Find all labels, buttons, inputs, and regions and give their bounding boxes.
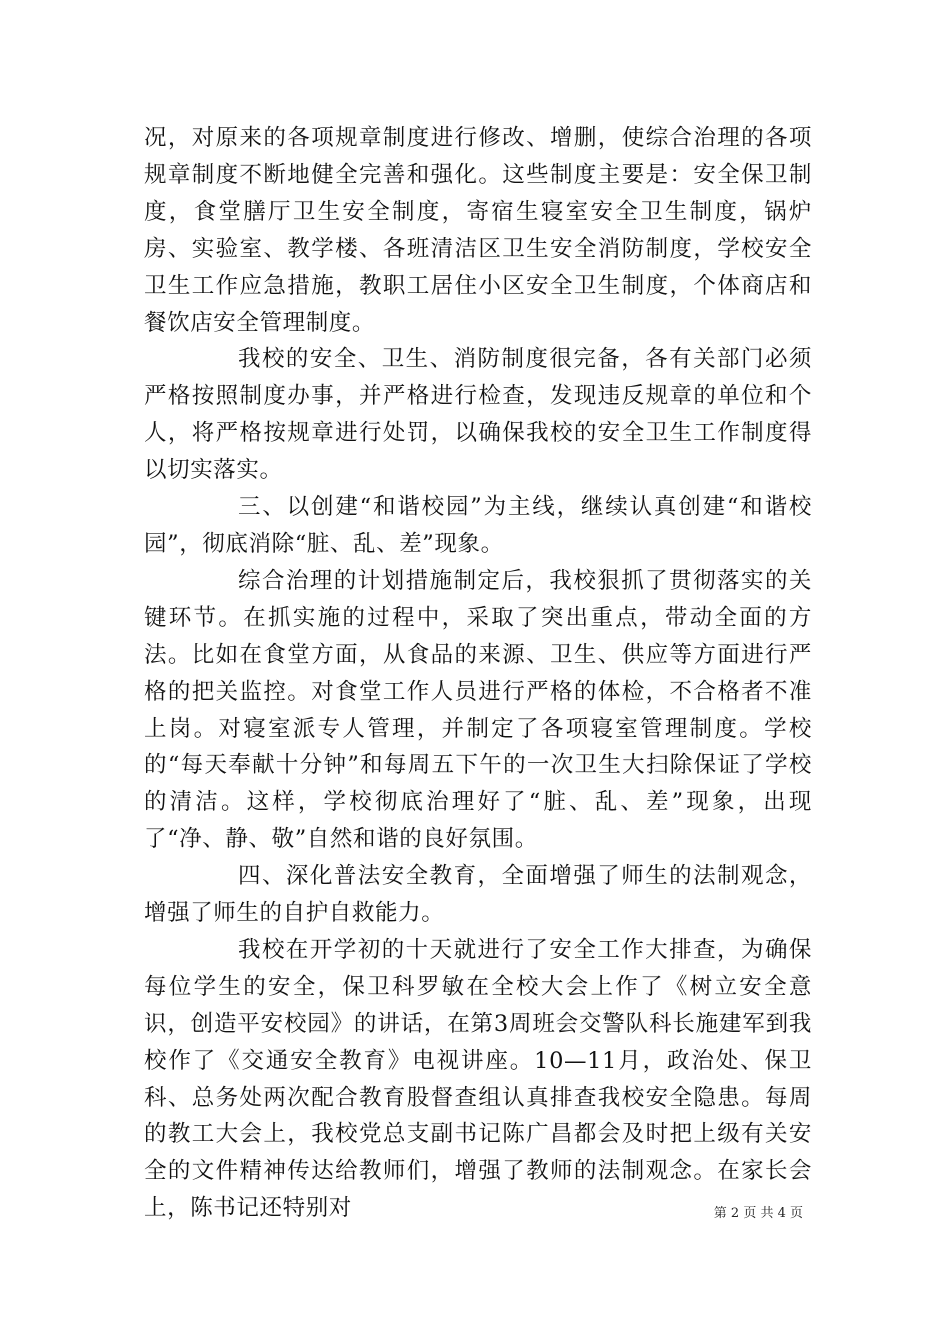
paragraph-safety-inspection: 我校在开学初的十天就进行了安全工作大排查，为确保每位学生的安全，保卫科罗敏在全校大会上作了《树立安全意识，创造平安校园》的讲话，在第3周班会交警队科长施建军到我校作了《交通安全教育》电视讲座。10—11月，政治处、保卫科、总务处两次配合教育股督查组认真排查我校安全隐患。每周的教工大会上，我校党总支副书记陈广昌都会及时把上级有关安全的文件精神传达给教师们，增强了教师的法制观念。在家长会上，陈书记还特别对 bbox=[144, 936, 812, 1222]
document-body bbox=[144, 120, 812, 1227]
paragraph-implementation: 综合治理的计划措施制定后，我校狠抓了贯彻落实的关键环节。在抓实施的过程中，采取了突出重点，带动全面的方法。比如在食堂方面，从食品的来源、卫生、供应等方面进行严格的把关监控。对食堂工作人员进行严格的体检，不合格者不准上岗。对寝室派专人管理，并制定了各项寝室管理制度。学校的“每天奉献十分钟”和每周五下午的一次卫生大扫除保证了学校的清洁。这样，学校彻底治理好了“脏、乱、差”现象，出现了“净、静、敬”自然和谐的良好氛围。 bbox=[144, 567, 812, 853]
paragraph-rules-enforcement: 我校的安全、卫生、消防制度很完备，各有关部门必须严格按照制度办事，并严格进行检查，发现违反规章的单位和个人，将严格按规章进行处罚，以确保我校的安全卫生工作制度得以切实落实。 bbox=[144, 346, 812, 484]
section-heading-harmonious-campus: 三、以创建“和谐校园”为主线，继续认真创建“和谐校园”，彻底消除“脏、乱、差”现象。 bbox=[144, 494, 812, 557]
section-heading-legal-education: 四、深化普法安全教育，全面增强了师生的法制观念，增强了师生的自护自救能力。 bbox=[144, 863, 812, 927]
page-number-footer: 第 2 页 共 4 页 bbox=[713, 1206, 803, 1221]
paragraph-rules-continued: 况，对原来的各项规章制度进行修改、增删，使综合治理的各项规章制度不断地健全完善和强化。这些制度主要是：安全保卫制度，食堂膳厅卫生安全制度，寄宿生寝室安全卫生制度，锅炉房、实验室、教学楼、各班清洁区卫生安全消防制度，学校安全卫生工作应急措施，教职工居住小区安全卫生制度，个体商店和餐饮店安全管理制度。 bbox=[144, 125, 812, 336]
